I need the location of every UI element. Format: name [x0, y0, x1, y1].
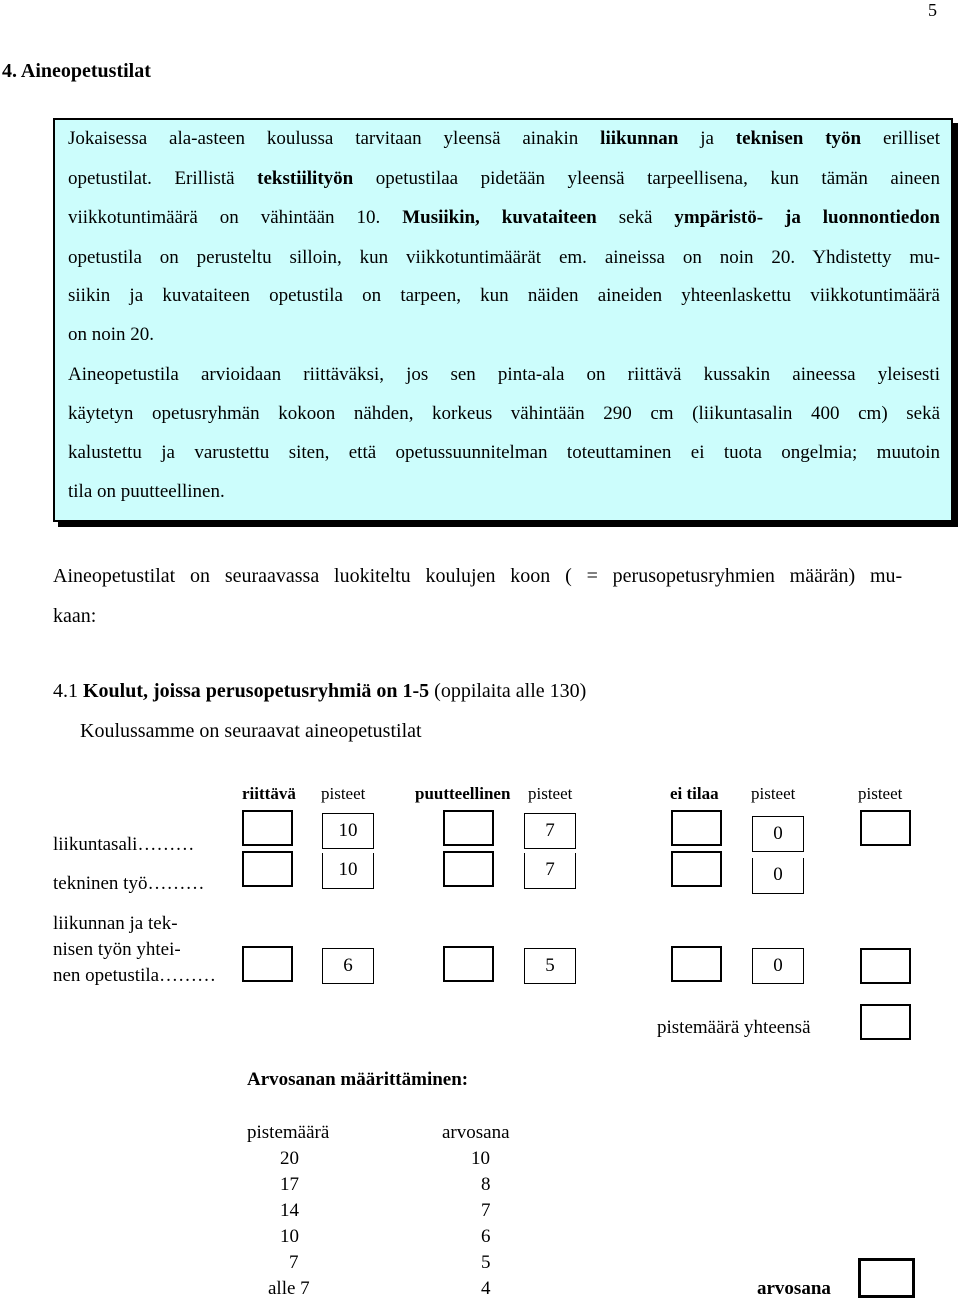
column-header-pisteet: pisteet [321, 784, 366, 803]
text-run: viikkotuntimäärä on vähintään 10. [68, 207, 403, 228]
total-points-box[interactable] [860, 1004, 911, 1040]
info-text-line [68, 442, 940, 464]
grading-header-grade: arvosana [442, 1122, 510, 1143]
intro-line-1: Aineopetustilat on seuraavassa luokiteltu koulujen koon ( = perusopetusryhmien määrän) mu- [53, 565, 903, 587]
grading-points: 20 [280, 1148, 299, 1169]
row-label-yhteinen: nen opetustila……… [53, 965, 217, 986]
grading-points: 7 [289, 1252, 299, 1273]
column-header-ei-tilaa: ei tilaa [670, 784, 719, 803]
text-run: käytetyn opetusryhmän kokoon nähden, korkeus vähintään 290 cm (liikuntasalin 400 cm) sekä [68, 403, 940, 424]
grading-grade: 5 [481, 1252, 491, 1273]
row-label-liikuntasali: liikuntasali……… [53, 834, 195, 855]
points-box: 10 [322, 853, 374, 889]
text-run: opetustila on perusteltu silloin, kun viikkotuntimäärät em. aineissa on noin 20. Yhdistetty mu- [68, 247, 940, 268]
points-box: 10 [322, 813, 374, 849]
emphasized-term: ympäristö- ja luonnontiedon [674, 207, 940, 228]
subsection-heading: 4.1 Koulut, joissa perusopetusryhmiä on 1-5 (oppilaita alle 130) [53, 680, 587, 702]
checkbox-riittava[interactable] [242, 851, 293, 887]
grading-points: 14 [280, 1200, 299, 1221]
info-text-line [68, 207, 940, 229]
grading-points: alle 7 [268, 1278, 310, 1299]
grading-points: 17 [280, 1174, 299, 1195]
points-box: 0 [752, 816, 804, 852]
text-run: sekä [596, 207, 675, 228]
text-run: opetustilat. Erillistä [68, 168, 258, 189]
list-intro: Koulussamme on seuraavat aineopetustilat [80, 720, 422, 742]
intro-line-2: kaan: [53, 605, 97, 627]
info-text-line [68, 324, 154, 346]
row-label-yhteinen: liikunnan ja tek- [53, 913, 178, 934]
text-run: Jokaisessa ala-asteen koulussa tarvitaan yleensä ainakin [68, 128, 601, 149]
points-box: 7 [524, 853, 576, 889]
column-header-pisteet: pisteet [751, 784, 796, 803]
points-box: 6 [322, 948, 374, 984]
text-run: ja [678, 128, 736, 149]
grade-label: arvosana [757, 1278, 831, 1299]
row-label-yhteinen: nisen työn yhtei- [53, 939, 181, 960]
grading-grade: 7 [481, 1200, 491, 1221]
points-box: 7 [524, 813, 576, 849]
text-run: erilliset [861, 128, 940, 149]
text-run: tila on puutteellinen. [68, 481, 225, 502]
column-header-puutteellinen: puutteellinen [415, 784, 511, 803]
emphasized-term: liikunnan [600, 128, 679, 149]
checkbox-puutteellinen[interactable] [443, 946, 494, 982]
grading-grade: 8 [481, 1174, 491, 1195]
points-total-box[interactable] [860, 948, 911, 984]
emphasized-term: teknisen työn [735, 128, 862, 149]
checkbox-puutteellinen[interactable] [443, 810, 494, 846]
grading-grade: 6 [481, 1226, 491, 1247]
grading-grade: 4 [481, 1278, 491, 1299]
emphasized-term: tekstiilityön [257, 168, 354, 189]
grading-header-points: pistemäärä [247, 1122, 330, 1143]
section-heading: 4. Aineopetustilat [2, 60, 151, 82]
info-text-line [68, 481, 225, 503]
grading-title: Arvosanan määrittäminen: [247, 1069, 469, 1090]
grading-points: 10 [280, 1226, 299, 1247]
checkbox-ei-tilaa[interactable] [671, 851, 722, 887]
points-box: 0 [752, 858, 804, 894]
column-header-riittava: riittävä [242, 784, 296, 803]
text-run: Aineopetustila arvioidaan riittäväksi, jos sen pinta-ala on riittävä kussakin aineessa yleisesti [68, 364, 940, 385]
info-text-line [68, 247, 940, 269]
text-run: siikin ja kuvataiteen opetustila on tarpeen, kun näiden aineiden yhteenlaskettu viikkotuntimäärä [68, 285, 940, 306]
grade-input-box[interactable] [858, 1258, 915, 1298]
info-text-line [68, 364, 940, 386]
total-points-label: pistemäärä yhteensä [657, 1017, 811, 1038]
checkbox-puutteellinen[interactable] [443, 851, 494, 887]
checkbox-ei-tilaa[interactable] [671, 810, 722, 846]
text-run: kalustettu ja varustettu siten, että opetussuunnitelman toteuttaminen ei tuota ongelmia; muutoin [68, 442, 940, 463]
checkbox-riittava[interactable] [242, 946, 293, 982]
column-header-pisteet: pisteet [528, 784, 573, 803]
row-label-tekninen-tyo: tekninen työ……… [53, 873, 205, 894]
text-run: on noin 20. [68, 324, 155, 345]
points-box: 0 [752, 948, 804, 984]
column-header-pisteet: pisteet [858, 784, 903, 803]
points-total-box[interactable] [860, 810, 911, 846]
grading-grade: 10 [471, 1148, 490, 1169]
emphasized-term: Musiikin, kuvataiteen [402, 207, 597, 228]
text-run: opetustilaa pidetään yleensä tarpeellisena, kun tämän aineen [353, 168, 940, 189]
points-box: 5 [524, 948, 576, 984]
info-text-line [68, 403, 940, 425]
page-number: 5 [928, 0, 937, 20]
checkbox-ei-tilaa[interactable] [671, 946, 722, 982]
info-text-line [68, 285, 940, 307]
checkbox-riittava[interactable] [242, 810, 293, 846]
info-text-line [68, 128, 940, 150]
info-text-line [68, 168, 940, 190]
